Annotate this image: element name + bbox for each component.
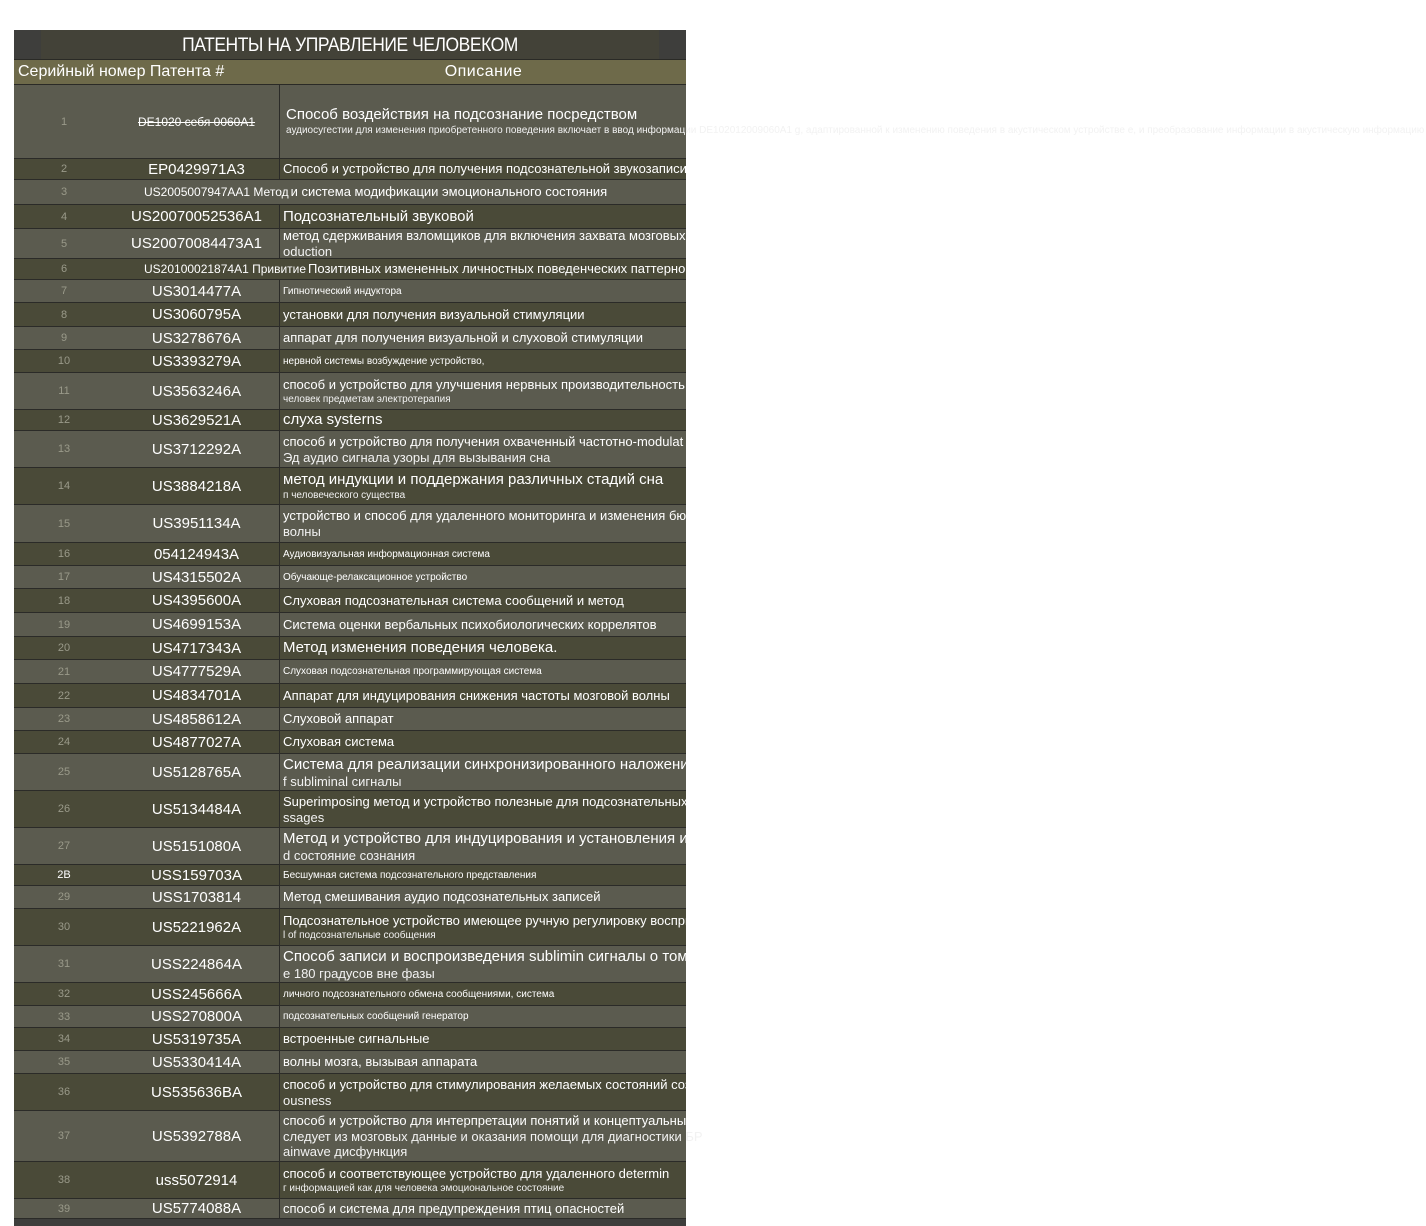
row-number: 2B bbox=[57, 869, 71, 881]
row-number: 2 bbox=[60, 163, 68, 175]
row-number: 35 bbox=[57, 1056, 71, 1068]
description-line: Подсознательный звуковой bbox=[283, 207, 474, 225]
patent-description bbox=[280, 1162, 686, 1198]
description-line: Способ и устройство для получения подсознательной звукозаписи bbox=[283, 161, 687, 176]
description-line: способ и устройство для улучшения нервных производительность в ху bbox=[283, 376, 712, 392]
table-row bbox=[14, 637, 686, 660]
patent-description bbox=[280, 909, 749, 945]
row-number: 19 bbox=[57, 618, 71, 631]
patent-description bbox=[280, 1199, 686, 1218]
description-line: Слуховая система bbox=[283, 734, 395, 749]
description-line: Позитивных измененных личностных поведенческих паттернов bbox=[308, 261, 693, 276]
table-row bbox=[14, 327, 686, 350]
patent-number: US3014477A bbox=[114, 280, 280, 302]
description-line: нервной системы возбуждение устройство, bbox=[283, 355, 485, 367]
row-number: 17 bbox=[57, 571, 71, 583]
description-line: способ и система для предупреждения птиц опасностей bbox=[283, 1200, 625, 1216]
description-line: аппарат для получения визуальной и слуховой стимуляции bbox=[283, 330, 643, 345]
row-number: 5 bbox=[60, 237, 68, 250]
description-line: метод индукции и поддержания различных стадий сна bbox=[283, 470, 664, 488]
description-line: Система оценки вербальных психобиологических коррелятов bbox=[283, 616, 657, 632]
patent-description bbox=[280, 505, 746, 542]
patent-number: US4717343A bbox=[114, 637, 280, 659]
description-line: Система для реализации синхронизированного наложения о bbox=[283, 755, 710, 773]
table-row bbox=[14, 983, 686, 1006]
patent-number: US4315502A bbox=[114, 566, 280, 588]
row-number: 32 bbox=[57, 988, 71, 1000]
description-line: oduction bbox=[283, 244, 333, 259]
row-number: 20 bbox=[57, 642, 71, 654]
patent-number: US2005007947AA1 Метод bbox=[144, 185, 289, 199]
table-row bbox=[14, 373, 712, 410]
patent-number: US3393279A bbox=[114, 350, 280, 372]
table-row bbox=[14, 946, 719, 983]
description-line: Бесшумная система подсознательного представления bbox=[283, 869, 537, 881]
description-line: Метод изменения поведения человека. bbox=[283, 639, 558, 656]
row-number: 21 bbox=[57, 665, 71, 678]
row-number: 22 bbox=[57, 689, 71, 702]
patent-description bbox=[280, 946, 721, 982]
patent-description bbox=[280, 327, 686, 349]
patent-number: US3629521A bbox=[114, 410, 280, 430]
table-row bbox=[14, 708, 686, 731]
description-line: Эд аудио сигнала узоры для вызывания сна bbox=[283, 449, 551, 465]
row-number: 14 bbox=[57, 480, 71, 492]
table-row bbox=[14, 410, 686, 431]
row-number: 4 bbox=[60, 210, 68, 223]
patent-number: US20100021874A1 Привитие bbox=[144, 262, 307, 276]
row-number: 31 bbox=[57, 958, 71, 970]
description-line: Способ записи и воспроизведения sublimin сигналы о том, что bbox=[283, 947, 719, 965]
description-line: и система модификации эмоционального состояния bbox=[290, 184, 608, 199]
row-number: 38 bbox=[57, 1174, 71, 1186]
table-row bbox=[14, 1006, 686, 1028]
patent-description bbox=[280, 731, 686, 753]
patent-number: 054124943A bbox=[114, 543, 280, 565]
table-row bbox=[14, 505, 744, 543]
description-line: человек предметам электротерапия bbox=[283, 393, 451, 405]
patent-number: US3563246A bbox=[114, 373, 280, 409]
row-number: 16 bbox=[57, 548, 71, 560]
description-line: е 180 градусов вне фазы bbox=[283, 965, 435, 981]
patent-description bbox=[280, 865, 686, 885]
table-row bbox=[14, 468, 686, 505]
patent-number: US3060795A bbox=[114, 303, 280, 326]
description-line: f subliminal сигналы bbox=[283, 773, 402, 789]
patent-number: EP0429971A3 bbox=[114, 159, 280, 179]
row-number: 30 bbox=[57, 921, 71, 933]
patent-number: US5774088A bbox=[114, 1199, 280, 1218]
patent-number: US4858612A bbox=[114, 708, 280, 730]
table-row bbox=[14, 205, 686, 229]
row-number: 7 bbox=[60, 285, 68, 297]
patent-number: US5134484A bbox=[114, 791, 280, 827]
description-line: Слуховая подсознательная система сообщений и метод bbox=[283, 592, 624, 608]
patent-description bbox=[280, 410, 686, 430]
patent-description bbox=[280, 566, 686, 588]
description-line: d состояние сознания bbox=[283, 847, 416, 863]
patent-number: USS224864A bbox=[114, 946, 280, 982]
description-line: Аудиовизуальная информационная система bbox=[283, 548, 490, 560]
patent-number: USS270800A bbox=[114, 1006, 280, 1027]
table-row bbox=[14, 259, 693, 280]
header-description: Описание bbox=[444, 63, 523, 80]
patent-number: US4777529A bbox=[114, 660, 280, 683]
table-row bbox=[14, 589, 686, 613]
row-number: 8 bbox=[60, 308, 68, 321]
patent-number: US3278676A bbox=[114, 327, 280, 349]
description-line: волны bbox=[283, 524, 321, 539]
patent-number: US20070084473A1 bbox=[114, 229, 280, 258]
patent-description bbox=[280, 373, 714, 409]
description-line: г информацией как для человека эмоциональное состояние bbox=[283, 1182, 565, 1194]
description-line: волны мозга, вызывая аппарата bbox=[283, 1054, 478, 1069]
description-line: Superimposing метод и устройство полезные для подсознательных сообщений bbox=[283, 793, 760, 809]
description-line: способ и устройство для интерпретации понятий и концептуальных-го bbox=[283, 1113, 709, 1128]
patent-description bbox=[280, 613, 686, 636]
table-row bbox=[14, 754, 710, 791]
description-line: ainwave дисфункция bbox=[283, 1144, 408, 1159]
patent-description bbox=[280, 280, 686, 302]
row-number: 39 bbox=[57, 1202, 71, 1215]
row-number: 37 bbox=[57, 1130, 71, 1142]
patent-number: US4395600A bbox=[114, 589, 280, 612]
table-body bbox=[14, 85, 1425, 1219]
table-header bbox=[14, 59, 686, 85]
patent-description bbox=[280, 1074, 734, 1110]
patent-description bbox=[280, 1028, 686, 1050]
description-line: Гипнотический индуктора bbox=[283, 285, 402, 297]
table-row bbox=[14, 543, 686, 566]
table-row bbox=[14, 303, 686, 327]
row-number: 10 bbox=[57, 355, 71, 367]
patent-description bbox=[280, 159, 689, 179]
patent-description bbox=[280, 85, 1426, 158]
table-row bbox=[14, 1199, 686, 1219]
description-line: способ и устройство для получения охваченный частотно-modulat bbox=[283, 433, 684, 449]
row-number: 27 bbox=[57, 840, 71, 852]
description-line: следует из мозговых данные и оказания помощи для диагностики БР bbox=[283, 1129, 703, 1144]
row-number: 1 bbox=[60, 115, 68, 128]
patent-number: USS159703A bbox=[114, 865, 280, 885]
patent-description bbox=[280, 708, 686, 730]
table-row bbox=[14, 865, 686, 886]
row-number: 24 bbox=[57, 736, 71, 748]
row-number: 18 bbox=[57, 594, 71, 607]
description-line: Слуховой аппарат bbox=[283, 711, 394, 726]
patent-number: US5151080A bbox=[114, 828, 280, 864]
table-row bbox=[14, 1028, 686, 1051]
row-number: 34 bbox=[57, 1033, 71, 1045]
row-number: 23 bbox=[57, 713, 71, 725]
patent-description bbox=[280, 791, 761, 827]
description-line: метод сдерживания взломщиков для включения захвата мозговых волн в звук pr bbox=[283, 228, 772, 243]
description-line: Способ воздействия на подсознание посредством bbox=[286, 106, 638, 123]
description-line: устройство и способ для удаленного мониторинга и изменения бюстгальтер bbox=[283, 508, 744, 523]
table-row bbox=[14, 1162, 686, 1199]
patent-description bbox=[280, 684, 686, 707]
row-number: 26 bbox=[57, 803, 71, 815]
table-row bbox=[14, 228, 772, 259]
patent-number: US5221962A bbox=[114, 909, 280, 945]
table-row bbox=[14, 431, 686, 468]
patent-number: US535636BA bbox=[114, 1074, 280, 1110]
table-row bbox=[14, 613, 686, 637]
patent-description bbox=[280, 431, 686, 467]
patent-description bbox=[291, 180, 686, 204]
table-row bbox=[14, 828, 755, 865]
row-number: 13 bbox=[57, 443, 71, 455]
description-line: l of подсознательные сообщения bbox=[283, 929, 436, 941]
description-line: Подсознательное устройство имеющее ручную регулировку восприятия leve bbox=[283, 912, 748, 928]
patent-number: US5128765A bbox=[114, 754, 280, 790]
row-number: 11 bbox=[58, 385, 70, 397]
table-row bbox=[14, 909, 748, 946]
row-number: 25 bbox=[57, 766, 71, 778]
description-line: подсознательных сообщений генератор bbox=[283, 1011, 469, 1022]
patent-number: US5330414A bbox=[114, 1051, 280, 1073]
description-line: Метод смешивания аудио подсознательных записей bbox=[283, 889, 601, 904]
patent-description bbox=[280, 983, 686, 1005]
table-row bbox=[14, 566, 686, 589]
patent-number: USS245666A bbox=[114, 983, 280, 1005]
description-line: способ и соответствующее устройство для удаленного determin bbox=[283, 1165, 670, 1181]
description-line: Обучающе-релаксационное устройство bbox=[283, 571, 468, 583]
patent-description bbox=[280, 1051, 686, 1073]
description-line: личного подсознательного обмена сообщениями, система bbox=[283, 988, 555, 1000]
patent-description bbox=[280, 886, 686, 908]
table-row bbox=[14, 1074, 732, 1111]
table-row bbox=[14, 1111, 709, 1162]
patent-number: US5319735A bbox=[114, 1028, 280, 1050]
patent-number: USS1703814 bbox=[114, 886, 280, 908]
description-line: п человеческого существа bbox=[283, 489, 406, 501]
table-title: ПАТЕНТЫ НА УПРАВЛЕНИЕ ЧЕЛОВЕКОМ bbox=[41, 30, 659, 59]
table-row bbox=[14, 731, 686, 754]
patent-description bbox=[280, 828, 757, 864]
patent-description bbox=[280, 229, 774, 258]
patent-description bbox=[280, 1111, 711, 1161]
patent-number: US4834701A bbox=[114, 684, 280, 707]
patent-description bbox=[280, 589, 686, 612]
patent-number: DE1020 себя 0060A1 bbox=[114, 85, 280, 158]
row-number: 29 bbox=[57, 891, 71, 903]
table-row bbox=[14, 180, 686, 205]
patent-description bbox=[280, 660, 686, 683]
row-number: 12 bbox=[57, 414, 71, 426]
patent-description bbox=[280, 205, 686, 228]
description-line: слуха systerns bbox=[283, 411, 383, 428]
patent-number: US3951134A bbox=[114, 505, 280, 542]
description-line: Аппарат для индуцирования снижения частоты мозговой волны bbox=[283, 687, 670, 703]
description-line: встроенные сигнальные bbox=[283, 1031, 430, 1046]
row-number: 9 bbox=[60, 332, 68, 344]
description-line: аудиосугестии для изменения приобретенного поведения включает в ввод информации DE102012009060A1 g, адаптированной к изменению поведения в акустическом устройстве е, и преобразование информации в акустическую информацию bbox=[286, 125, 1425, 136]
row-number: 33 bbox=[57, 1010, 71, 1023]
description-line: Метод и устройство для индуцирования и установления изменения bbox=[283, 829, 755, 847]
table-row bbox=[14, 791, 760, 828]
patent-number: uss5072914 bbox=[114, 1162, 280, 1198]
patent-number: US3712292A bbox=[114, 431, 280, 467]
patent-description bbox=[280, 468, 686, 504]
patent-number: US4699153A bbox=[114, 613, 280, 636]
table-row bbox=[14, 886, 686, 909]
description-line: ousness bbox=[283, 1092, 332, 1108]
table-row bbox=[14, 85, 1425, 159]
patent-table-sheet bbox=[14, 30, 1425, 1226]
description-line: способ и устройство для стимулирования желаемых состояний сознатель bbox=[283, 1076, 732, 1092]
patent-description bbox=[280, 543, 686, 565]
row-number: 6 bbox=[60, 263, 68, 275]
patent-description bbox=[308, 259, 694, 279]
patent-description bbox=[280, 303, 686, 326]
table-row bbox=[14, 1051, 686, 1074]
description-line: Слуховая подсознательная программирующая система bbox=[283, 666, 542, 677]
header-patent-number: Серийный номер Патента # bbox=[18, 63, 225, 80]
row-number: 15 bbox=[57, 517, 71, 530]
patent-description bbox=[280, 637, 686, 659]
patent-number: US4877027A bbox=[114, 731, 280, 753]
patent-number: US20070052536A1 bbox=[114, 205, 280, 228]
table-row bbox=[14, 660, 686, 684]
table-row bbox=[14, 350, 686, 373]
table-row bbox=[14, 280, 686, 303]
description-line: ssages bbox=[283, 809, 325, 825]
table-row bbox=[14, 684, 686, 708]
row-number: 3 bbox=[60, 186, 68, 198]
patent-number: US5392788A bbox=[114, 1111, 280, 1161]
patent-description bbox=[280, 754, 711, 790]
row-number: 36 bbox=[57, 1086, 71, 1098]
patent-number: US3884218A bbox=[114, 468, 280, 504]
description-line: установки для получения визуальной стимуляции bbox=[283, 306, 585, 322]
patent-description bbox=[280, 1006, 686, 1027]
patent-description bbox=[280, 350, 686, 372]
table-row bbox=[14, 159, 686, 180]
